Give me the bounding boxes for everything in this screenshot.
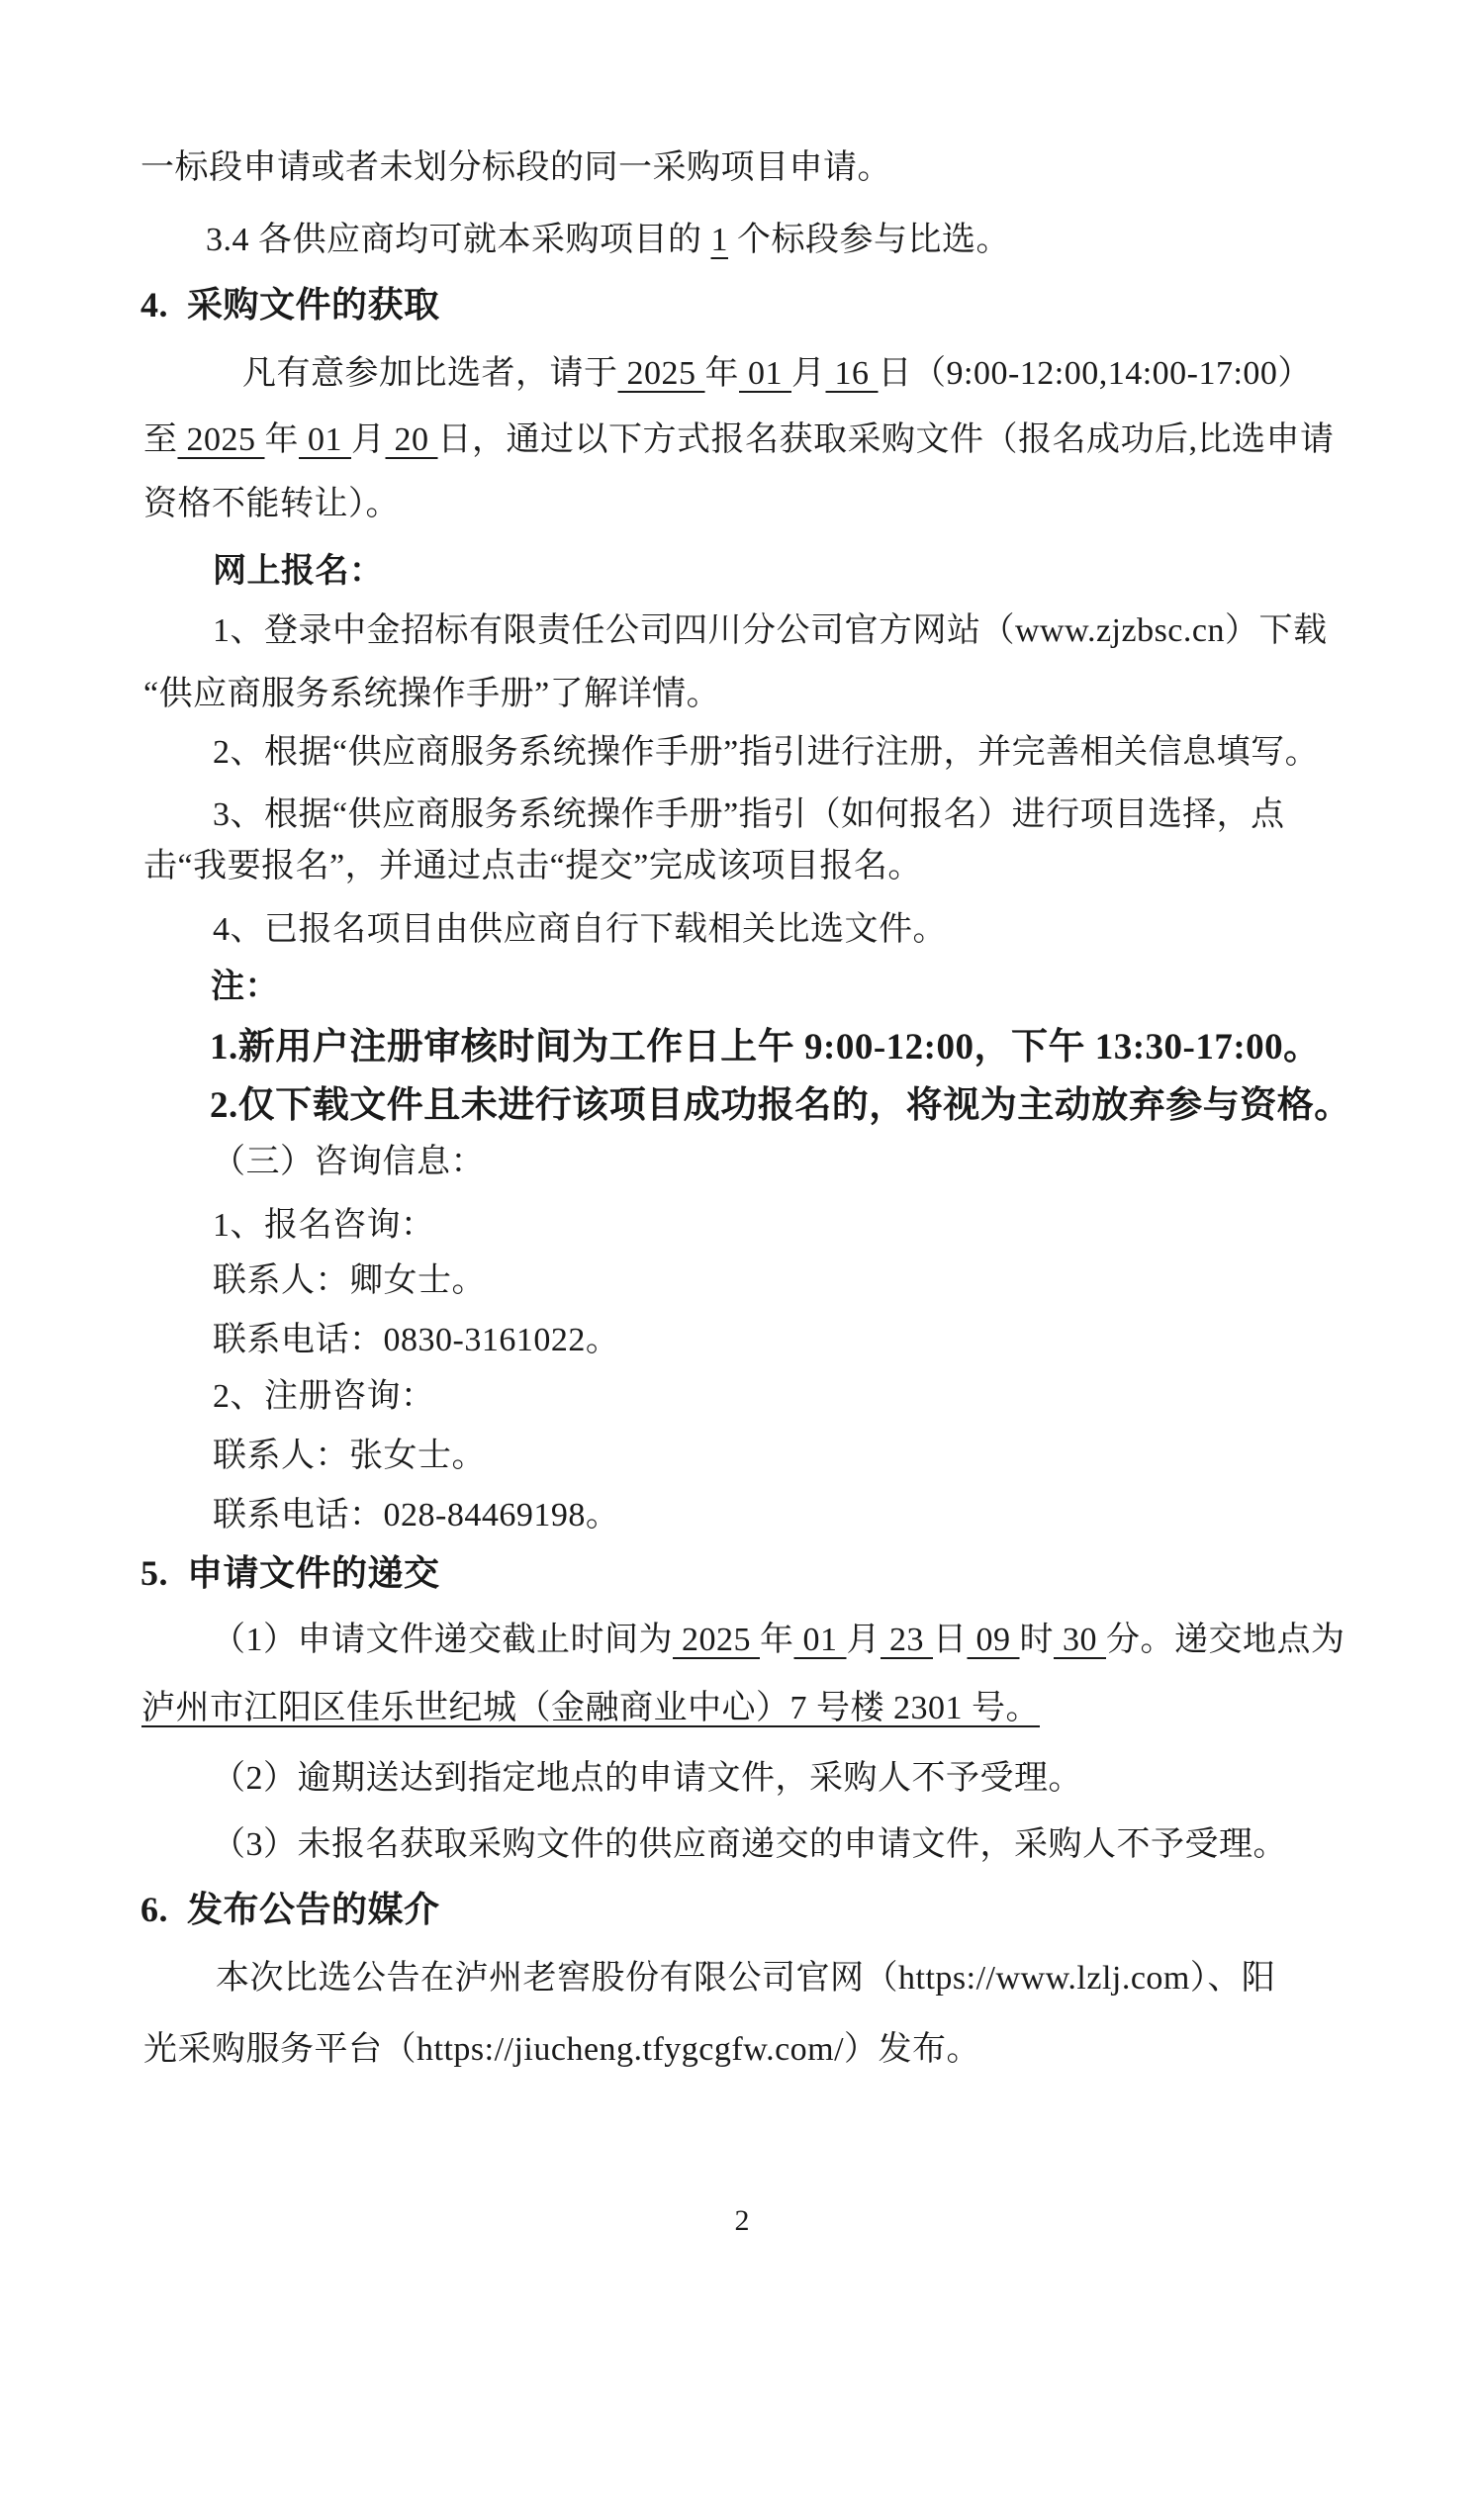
- note-1: [210, 1026, 1321, 1069]
- underlined-text-run: 30: [1054, 1622, 1106, 1658]
- text-run: 至: [143, 421, 178, 458]
- text-run: 6. 发布公告的媒介: [140, 1890, 440, 1929]
- underlined-text-run: 20: [385, 421, 438, 458]
- text-run: 2.仅下载文件且未进行该项目成功报名的，将视为主动放弃参与资格。: [210, 1085, 1351, 1126]
- registration-period-line-1: [242, 352, 1312, 396]
- underlined-text-run: 23: [881, 1622, 933, 1658]
- heading-section-6: [140, 1888, 440, 1931]
- underlined-text-run: 泸州市江阳区佳乐世纪城（金融商业中心）7 号楼 2301 号。: [141, 1690, 1040, 1726]
- text-run: 1.新用户注册审核时间为工作日上午 9:00-12:00，下午 13:30-17:00。: [210, 1027, 1321, 1068]
- text-run: 4. 采购文件的获取: [140, 285, 440, 325]
- text-run: 光采购服务平台（https://jiucheng.tfygcgfw.com/）发布。: [143, 2031, 981, 2068]
- text-run: 3、根据“供应商服务系统操作手册”指引（如何报名）进行项目选择，点: [213, 796, 1285, 833]
- consult-1-phone: [213, 1319, 619, 1362]
- underlined-text-run: 09: [967, 1622, 1020, 1658]
- page-number: 2: [734, 2204, 750, 2237]
- underlined-text-run: 2025: [617, 355, 705, 392]
- consult-2-label: [213, 1375, 435, 1419]
- submission-address: [141, 1687, 1040, 1730]
- heading-section-4: [140, 283, 440, 326]
- consult-2-contact: [213, 1435, 486, 1478]
- step-3-line-2: [143, 845, 922, 888]
- text-run: 网上报名：: [213, 553, 384, 590]
- text-run: 3.4 各供应商均可就本采购项目的: [206, 222, 711, 258]
- text-run: 年: [704, 355, 739, 392]
- media-line-2: [143, 2028, 980, 2072]
- text-run: （三）咨询信息：: [212, 1144, 485, 1180]
- consult-1-contact: [213, 1259, 486, 1303]
- underlined-text-run: 01: [299, 421, 351, 458]
- underlined-text-run: 2025: [177, 421, 265, 458]
- heading-section-5: [140, 1551, 440, 1595]
- text-run: 日（9:00-12:00,14:00-17:00）: [878, 355, 1312, 392]
- text-run: 时: [1019, 1622, 1054, 1658]
- note-label: [211, 966, 279, 1009]
- text-run: 月: [846, 1622, 881, 1658]
- underlined-text-run: 01: [793, 1622, 847, 1658]
- consult-1-label: [213, 1204, 435, 1248]
- step-1-line-1: [213, 609, 1328, 653]
- text-run: （1）申请文件递交截止时间为: [212, 1622, 673, 1658]
- underlined-text-run: 2025: [673, 1622, 760, 1658]
- step-3-line-1: [213, 793, 1285, 837]
- text-run: 联系人：卿女士。: [213, 1262, 486, 1299]
- text-run: 年: [760, 1622, 794, 1658]
- online-registration-label: [213, 550, 384, 594]
- text-run: 1、登录中金招标有限责任公司四川分公司官方网站（www.zjzbsc.cn）下载: [213, 612, 1328, 649]
- consult-info-heading: [212, 1141, 485, 1184]
- registration-period-line-3: [143, 483, 400, 526]
- submission-deadline-line-1: [212, 1619, 1345, 1662]
- text-run: 本次比选公告在泸州老窖股份有限公司官网（https://www.lzlj.com）、阳: [216, 1960, 1276, 1997]
- text-run: （3）未报名获取采购文件的供应商递交的申请文件，采购人不予受理。: [212, 1826, 1287, 1863]
- text-run: 一标段申请或者未划分标段的同一采购项目申请。: [140, 149, 891, 186]
- text-run: 2、根据“供应商服务系统操作手册”指引进行注册，并完善相关信息填写。: [213, 734, 1320, 771]
- text-run: 年: [264, 421, 299, 458]
- text-run: 注：: [211, 969, 279, 1005]
- text-run: 资格不能转让）。: [143, 486, 400, 522]
- text-run: 2、注册咨询：: [213, 1378, 435, 1415]
- underlined-text-run: 16: [825, 355, 879, 392]
- text-run: 日: [933, 1622, 968, 1658]
- consult-2-phone: [213, 1494, 619, 1537]
- text-run: 4、已报名项目由供应商自行下载相关比选文件。: [213, 911, 947, 948]
- registration-period-line-2: [143, 418, 1335, 462]
- submission-rule-3: [212, 1823, 1287, 1867]
- underlined-text-run: 1: [710, 222, 728, 258]
- clause-3-4: [206, 219, 1010, 262]
- text-run: 凡有意参加比选者，请于: [242, 355, 618, 392]
- text-run: 个标段参与比选。: [728, 222, 1010, 258]
- text-run: 日，通过以下方式报名获取采购文件（报名成功后,比选申请: [437, 421, 1335, 458]
- text-run: 击“我要报名”，并通过点击“提交”完成该项目报名。: [143, 848, 922, 884]
- step-1-line-2: [143, 673, 720, 716]
- text-run: 1、报名咨询：: [213, 1207, 435, 1244]
- text-run: （2）逾期送达到指定地点的申请文件，采购人不予受理。: [212, 1760, 1082, 1797]
- text-run: 联系人：张女士。: [213, 1438, 486, 1474]
- media-line-1: [216, 1957, 1275, 2000]
- text-run: 月: [351, 421, 386, 458]
- text-run: 5. 申请文件的递交: [140, 1553, 440, 1593]
- step-2: [213, 731, 1319, 775]
- text-run: 月: [791, 355, 826, 392]
- text-run: 分。递交地点为: [1106, 1622, 1345, 1658]
- text-run: “供应商服务系统操作手册”了解详情。: [143, 676, 721, 712]
- step-4: [213, 908, 947, 952]
- text-run: 联系电话：0830-3161022。: [213, 1322, 620, 1358]
- text-run: 联系电话：028-84469198。: [213, 1497, 620, 1534]
- paragraph-continuation: [140, 146, 891, 190]
- underlined-text-run: 01: [739, 355, 791, 392]
- submission-rule-2: [212, 1757, 1082, 1801]
- note-2: [210, 1084, 1351, 1128]
